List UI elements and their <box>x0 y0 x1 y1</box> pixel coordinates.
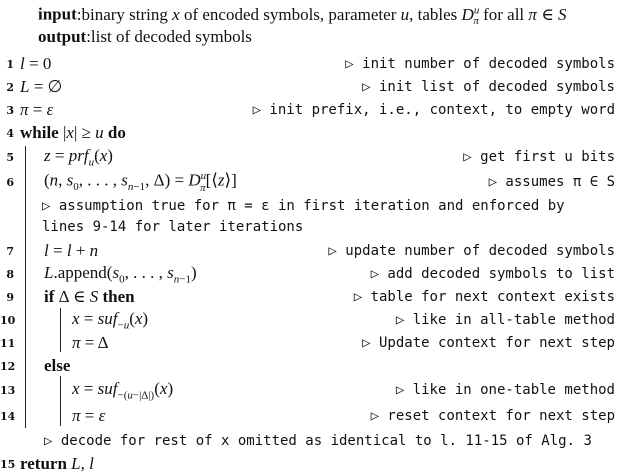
line-comment: ▷ decode for rest of x omitted as identical to l. 11-15 of Alg. 3 <box>44 433 592 449</box>
output-text: :list of decoded symbols <box>86 27 252 46</box>
algorithm-line <box>0 122 620 144</box>
line-code: x = suf$_{-u}$(x) <box>72 308 149 332</box>
line-code: π = ε <box>20 100 54 119</box>
line-comment: ▷ assumes π ∈ S <box>488 174 615 190</box>
algorithm-line-continuation <box>0 430 620 452</box>
line-code: $L.append(s_0$, . . . , $s_{n-1}$) <box>44 262 197 286</box>
algorithm-line <box>0 286 620 308</box>
algorithm-line <box>0 332 620 354</box>
line-number: 8 <box>6 267 14 281</box>
line-comment: ▷ Update context for next step <box>362 335 615 351</box>
input-label: input <box>38 4 77 24</box>
algorithm-line <box>0 309 620 331</box>
line-comment: ▷ like in all-table method <box>395 312 615 328</box>
algorithm-line <box>0 146 620 168</box>
line-code: x = suf$_{-(u-|\Delta|)}$(x) <box>72 378 174 402</box>
line-comment: ▷ table for next context exists <box>353 289 615 305</box>
algorithm-line <box>0 263 620 285</box>
algorithm-line <box>0 379 620 401</box>
line-code: while |x| ≥ u do <box>20 123 126 142</box>
line-comment: ▷ add decoded symbols to list <box>370 266 615 282</box>
line-number: 5 <box>6 150 14 164</box>
line-number: 3 <box>6 103 14 117</box>
input-text: :binary string x of encoded symbols, parameter u, tables $D^u_\pi$ for all π ∈ S <box>76 4 567 28</box>
line-number: 14 <box>0 409 16 423</box>
line-number: 1 <box>6 57 14 71</box>
line-code: if Δ ∈ S then <box>44 287 135 306</box>
algorithm-line <box>0 76 620 98</box>
algorithm-line <box>0 171 620 193</box>
output-spec <box>38 27 252 47</box>
algorithm-line <box>0 99 620 121</box>
line-code: π = ε <box>72 406 106 425</box>
algorithm-line <box>0 355 620 377</box>
line-number: 12 <box>0 359 16 373</box>
line-number: 10 <box>0 313 16 327</box>
line-comment: ▷ init number of decoded symbols <box>345 56 615 72</box>
line-comment: ▷ like in one-table method <box>395 382 615 398</box>
line-comment: lines 9-14 for later iterations <box>42 219 304 235</box>
line-comment: ▷ init prefix, i.e., context, to empty word <box>252 102 615 118</box>
algorithm-line-continuation <box>0 216 620 238</box>
algorithm-line <box>0 240 620 262</box>
algorithm-line <box>0 453 620 475</box>
line-code: else <box>44 356 71 375</box>
input-spec <box>38 4 567 27</box>
line-number: 7 <box>6 244 14 258</box>
line-code: l = 0 <box>20 54 52 73</box>
algorithm-line-continuation <box>0 195 620 217</box>
line-number: 9 <box>6 290 14 304</box>
line-code: l = l + n <box>44 241 99 260</box>
line-number: 13 <box>0 383 16 397</box>
line-number: 2 <box>6 80 14 94</box>
line-comment: ▷ reset context for next step <box>370 408 615 424</box>
line-code: (n, $s_0$, . . . , $s_{n-1}$, $\Delta) = D^u_\pi[⟨z⟩]$ <box>44 170 237 194</box>
algorithm-line <box>0 53 620 75</box>
output-label: output <box>38 27 87 46</box>
line-code: π = Δ <box>72 333 109 352</box>
algorithm-line <box>0 405 620 427</box>
line-number: 6 <box>6 175 14 189</box>
line-comment: ▷ init list of decoded symbols <box>362 79 615 95</box>
line-code: z = prf$_u$(x) <box>44 145 113 169</box>
line-number: 4 <box>6 126 14 140</box>
line-comment: ▷ assumption true for π = ε in first iteration and enforced by <box>42 198 565 214</box>
line-number: 15 <box>0 457 16 471</box>
line-code: L = ∅ <box>20 77 63 96</box>
line-comment: ▷ update number of decoded symbols <box>328 243 615 259</box>
line-comment: ▷ get first u bits <box>463 149 615 165</box>
line-code: return L, l <box>20 454 94 473</box>
line-number: 11 <box>0 336 16 350</box>
